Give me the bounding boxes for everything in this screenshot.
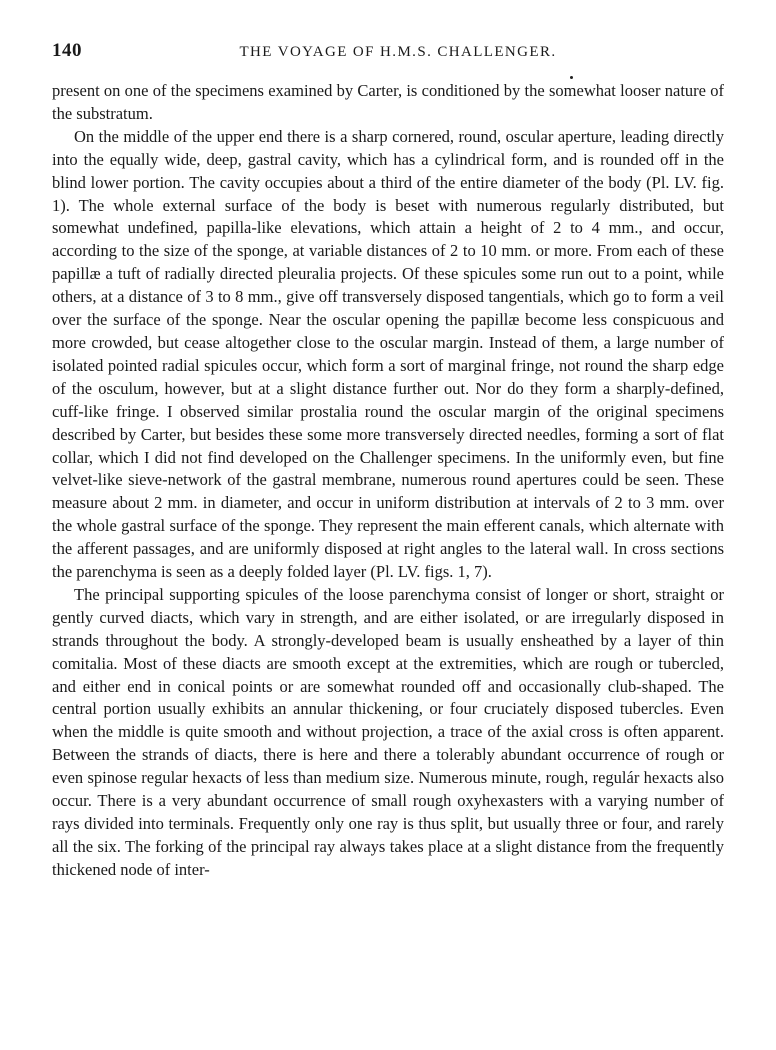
page-number: 140: [52, 40, 82, 61]
paragraph-continuation: present on one of the specimens examined by Carter, is conditioned by the somewhat looser nature of the substratum.: [52, 81, 724, 123]
book-page: [52, 40, 724, 882]
paragraph-supporting-spicules: The principal supporting spicules of the loose parenchyma consist of longer or short, straight or gently curved diacts, which vary in strength, and are either isolated, or are irregularly disposed in strands throughout the body. A strongly-developed beam is usually ensheathed by a layer of thin comitalia. Most of these diacts are smooth except at the extremities, which are rough or tubercled, and either end in conical points or are somewhat rounded off and occasionally club-shaped. The central portion usually exhibits an annular thickening, or four cruciately disposed tubercles. Even when the middle is quite smooth and without projection, a trace of the axial cross is often apparent. Between the strands of diacts, there is here and there a tolerably abundant occurrence of rough or even spinose regular hexacts of less than medium size. Numerous minute, rough, regulár hexacts also occur. There is a very abundant occurrence of small rough oxyhexasters with a varying number of rays divided into terminals. Frequently only one ray is thus split, but usually three or four, and rarely all the six. The forking of the principal ray always takes place at a slight distance from the frequently thickened node of inter-: [52, 584, 724, 879]
page-header: [52, 40, 724, 70]
body-text: [52, 80, 724, 882]
ink-speck: [570, 76, 573, 79]
paragraph-osculum-description: On the middle of the upper end there is a sharp cornered, round, oscular aperture, leading directly into the equally wide, deep, gastral cavity, which has a cylindrical form, and is rounded off in the blind lower portion. The cavity occupies about a third of the entire diameter of the body (Pl. LV. fig. 1). The whole external surface of the body is beset with numerous regularly distributed, but somewhat undefined, papilla-like elevations, which attain a height of 2 to 4 mm., and occur, according to the size of the sponge, at variable distances of 2 to 10 mm. or more. From each of these papillæ a tuft of radially directed pleuralia projects. Of these spicules some run out to a point, while others, at a distance of 3 to 8 mm., give off transversely disposed tangentials, which go to form a veil over the surface of the sponge. Near the oscular opening the papillæ become less conspicuous and more crowded, but cease altogether close to the oscular margin. Instead of them, a large number of isolated pointed radial spicules occur, which form a sort of marginal fringe, not round the sharp edge of the osculum, however, but at a slight distance further out. Nor do they form a sharply-defined, cuff-like fringe. I observed similar prostalia round the oscular margin of the original specimens described by Carter, but besides these some more transversely directed needles, forming a sort of flat collar, which I did not find developed on the Challenger specimens. In the uniformly even, but fine velvet-like sieve-network of the gastral membrane, numerous round apertures could be seen. These measure about 2 mm. in diameter, and occur in uniform distribution at intervals of 2 to 3 mm. over the whole gastral surface of the sponge. They represent the main efferent canals, which alternate with the afferent passages, and are uniformly disposed at right angles to the lateral wall. In cross sections the parenchyma is seen as a deeply folded layer (Pl. LV. figs. 1, 7).: [52, 126, 724, 582]
running-title: THE VOYAGE OF H.M.S. CHALLENGER.: [239, 44, 557, 60]
